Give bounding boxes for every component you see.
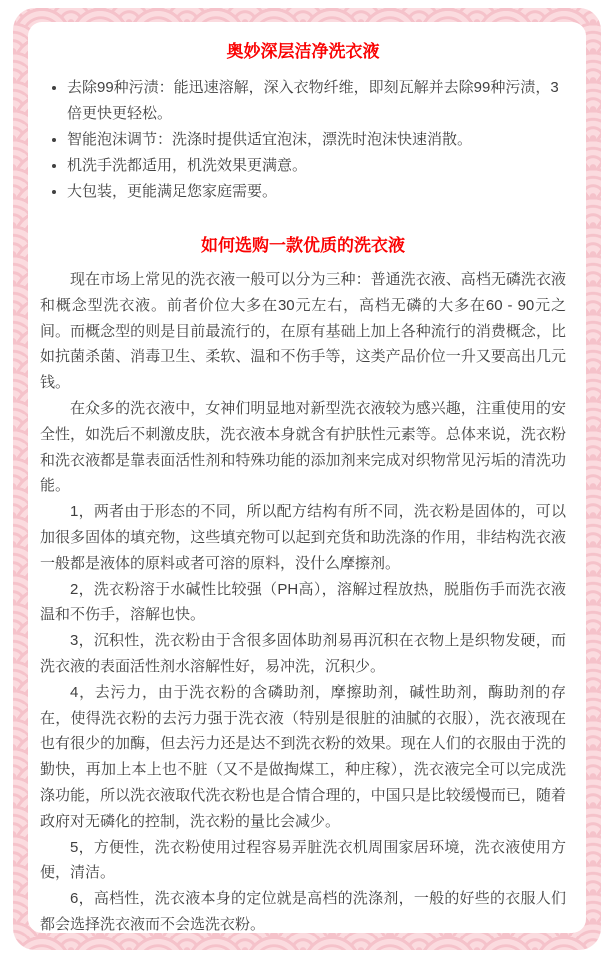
guide-paragraph: 3，沉积性，洗衣粉由于含很多固体助剂易再沉积在衣物上是织物发硬，而洗衣液的表面活性剂水溶解性好，易冲洗，沉积少。 bbox=[40, 632, 566, 675]
decorative-wave-border bbox=[13, 8, 601, 950]
guide-paragraph: 4，去污力，由于洗衣粉的含磷助剂，摩擦助剂，碱性助剂，酶助剂的存在，使得洗衣粉的去污力强于洗衣液（特别是很脏的油腻的衣服），洗衣液现在也有很少的加酶，但去污力还是达不到洗衣粉的效果。现在人们的衣服由于洗的勤快，再加上本上也不脏（又不是做掏煤工，种庄稼），洗衣液完全可以完成洗涤功能，所以洗衣液取代洗衣粉也是合情合理的，中国只是比较缓慢而已，随着政府对无磷化的控制，洗衣粉的量比会减少。 bbox=[40, 683, 566, 830]
feature-list-item: • 大包装，更能满足您家庭需要。 bbox=[67, 179, 566, 205]
guide-paragraph: 5，方便性，洗衣粉使用过程容易弄脏洗衣机周围家居环境，洗衣液使用方便，清洁。 bbox=[40, 838, 566, 882]
guide-section-title: 如何选购一款优质的洗衣液 bbox=[201, 236, 405, 255]
product-section-title: 奥妙深层洁净洗衣液 bbox=[226, 42, 380, 61]
feature-list-item: • 去除99种污渍：能迅速溶解，深入衣物纤维，即刻瓦解并去除99种污渍，3倍更快更轻松。 bbox=[67, 75, 566, 127]
guide-paragraph: 在众多的洗衣液中，女神们明显地对新型洗衣液较为感兴趣，注重使用的安全性，如洗后不刺激皮肤，洗衣液本身就含有护肤性元素等。总体来说，洗衣粉和洗衣液都是靠表面活性剂和特殊功能的添加剂来完成对织物常见污垢的清洗功能。 bbox=[40, 399, 566, 495]
guide-paragraph: 1，两者由于形态的不同，所以配方结构有所不同，洗衣粉是固体的，可以加很多固体的填充物，这些填充物可以起到充货和助洗涤的作用，非结构洗衣液一般都是液体的原料或者可溶的原料，没什么摩擦剂。 bbox=[40, 503, 566, 572]
feature-list-item: • 机洗手洗都适用，机洗效果更满意。 bbox=[67, 153, 566, 179]
guide-paragraph: 6，高档性，洗衣液本身的定位就是高档的洗涤剂，一般的好些的衣服人们都会选择洗衣液而不会选洗衣粉。 bbox=[40, 890, 566, 933]
article-card bbox=[28, 22, 586, 933]
product-feature-list bbox=[40, 75, 566, 205]
feature-list-item: • 智能泡沫调节：洗涤时提供适宜泡沫，漂洗时泡沫快速消散。 bbox=[67, 127, 566, 153]
guide-paragraph: 2，洗衣粉溶于水碱性比较强（PH高），溶解过程放热，脱脂伤手而洗衣液温和不伤手，溶解也快。 bbox=[40, 580, 566, 624]
guide-body bbox=[40, 267, 566, 933]
guide-paragraph: 现在市场上常见的洗衣液一般可以分为三种：普通洗衣液、高档无磷洗衣液和概念型洗衣液。前者价位大多在30元左右，高档无磷的大多在60 - 90元之间。而概念型的则是目前最流行的，在原有基础上加上各种流行的消费概念，比如抗菌杀菌、消毒卫生、柔软、温和不伤手等，这类产品价位一升又要高出几元钱。 bbox=[40, 271, 566, 392]
